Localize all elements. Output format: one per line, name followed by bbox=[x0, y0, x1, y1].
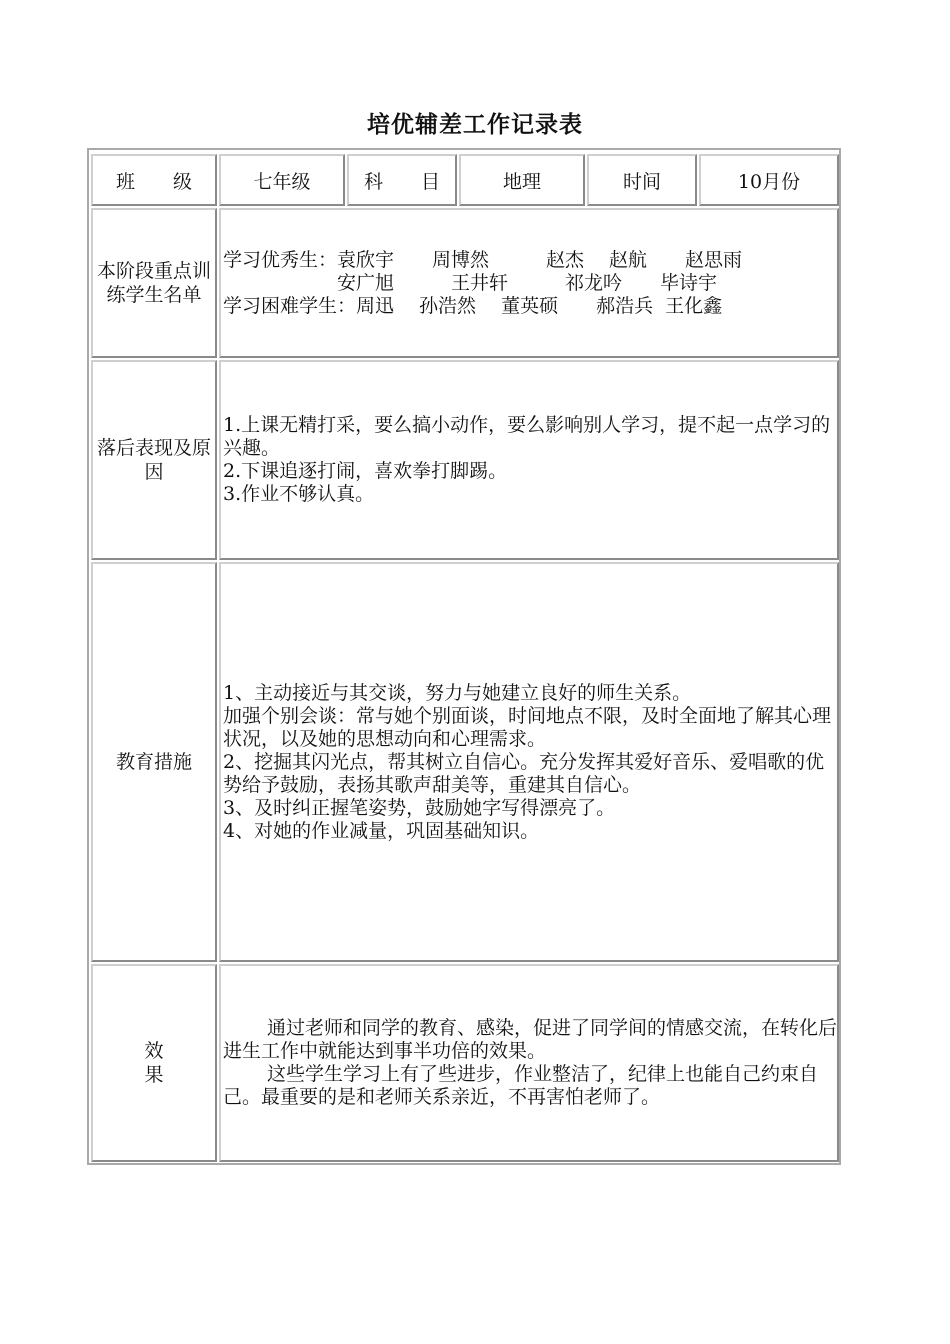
excellent-students-line-2: 安广旭 王井轩 祁龙吟 毕诗宇 bbox=[223, 271, 718, 294]
excellent-students-line: 学习优秀生：袁欣宇 周博然 赵杰 赵航 赵思雨 bbox=[223, 248, 743, 271]
reason-item: 2.下课追逐打闹，喜欢拳打脚踢。 bbox=[223, 460, 508, 482]
measure-item: 4、对她的作业减量，巩固基础知识。 bbox=[223, 819, 540, 842]
effect-label-text: 效 果 bbox=[144, 1040, 183, 1086]
effect-content bbox=[219, 964, 839, 1162]
record-table bbox=[87, 148, 841, 1165]
measures-content bbox=[219, 562, 839, 962]
reasons-content bbox=[219, 360, 839, 560]
class-label: 班 级 bbox=[91, 154, 217, 206]
measures-label: 教育措施 bbox=[91, 562, 217, 962]
students-label: 本阶段重点训练学生名单 bbox=[91, 208, 217, 358]
reason-item: 1.上课无精打采，要么搞小动作，要么影响别人学习，提不起一点学习的兴趣。 bbox=[223, 414, 831, 459]
reasons-label: 落后表现及原因 bbox=[91, 360, 217, 560]
measure-item: 1、主动接近与其交谈，努力与她建立良好的师生关系。 bbox=[223, 681, 692, 704]
effect-label bbox=[91, 964, 217, 1162]
subject-label: 科 目 bbox=[347, 154, 457, 206]
effect-paragraph: 这些学生学习上有了些进步，作业整洁了，纪律上也能自己约束自己。最重要的是和老师关系亲近，不再害怕老师了。 bbox=[223, 1063, 819, 1108]
struggling-students-line: 学习困难学生：周迅 孙浩然 董英硕 郝浩兵 王化鑫 bbox=[223, 294, 723, 317]
measure-item: 加强个别会谈：常与她个别面谈，时间地点不限，及时全面地了解其心理状况，以及她的思想动向和心理需求。 bbox=[223, 704, 832, 750]
reason-item: 3.作业不够认真。 bbox=[223, 483, 375, 505]
students-list bbox=[219, 208, 839, 358]
measure-item: 3、及时纠正握笔姿势，鼓励她字写得漂亮了。 bbox=[223, 796, 616, 819]
subject-value: 地理 bbox=[459, 154, 585, 206]
effect-paragraph: 通过老师和同学的教育、感染，促进了同学间的情感交流，在转化后进生工作中就能达到事半功倍的效果。 bbox=[223, 1017, 838, 1062]
measure-item: 2、挖掘其闪光点，帮其树立自信心。充分发挥其爱好音乐、爱唱歌的优势给予鼓励，表扬其歌声甜美等，重建其自信心。 bbox=[223, 750, 825, 796]
time-label: 时间 bbox=[587, 154, 697, 206]
class-value: 七年级 bbox=[219, 154, 345, 206]
page-title: 培优辅差工作记录表 bbox=[367, 111, 583, 138]
time-value: 10月份 bbox=[699, 154, 839, 206]
